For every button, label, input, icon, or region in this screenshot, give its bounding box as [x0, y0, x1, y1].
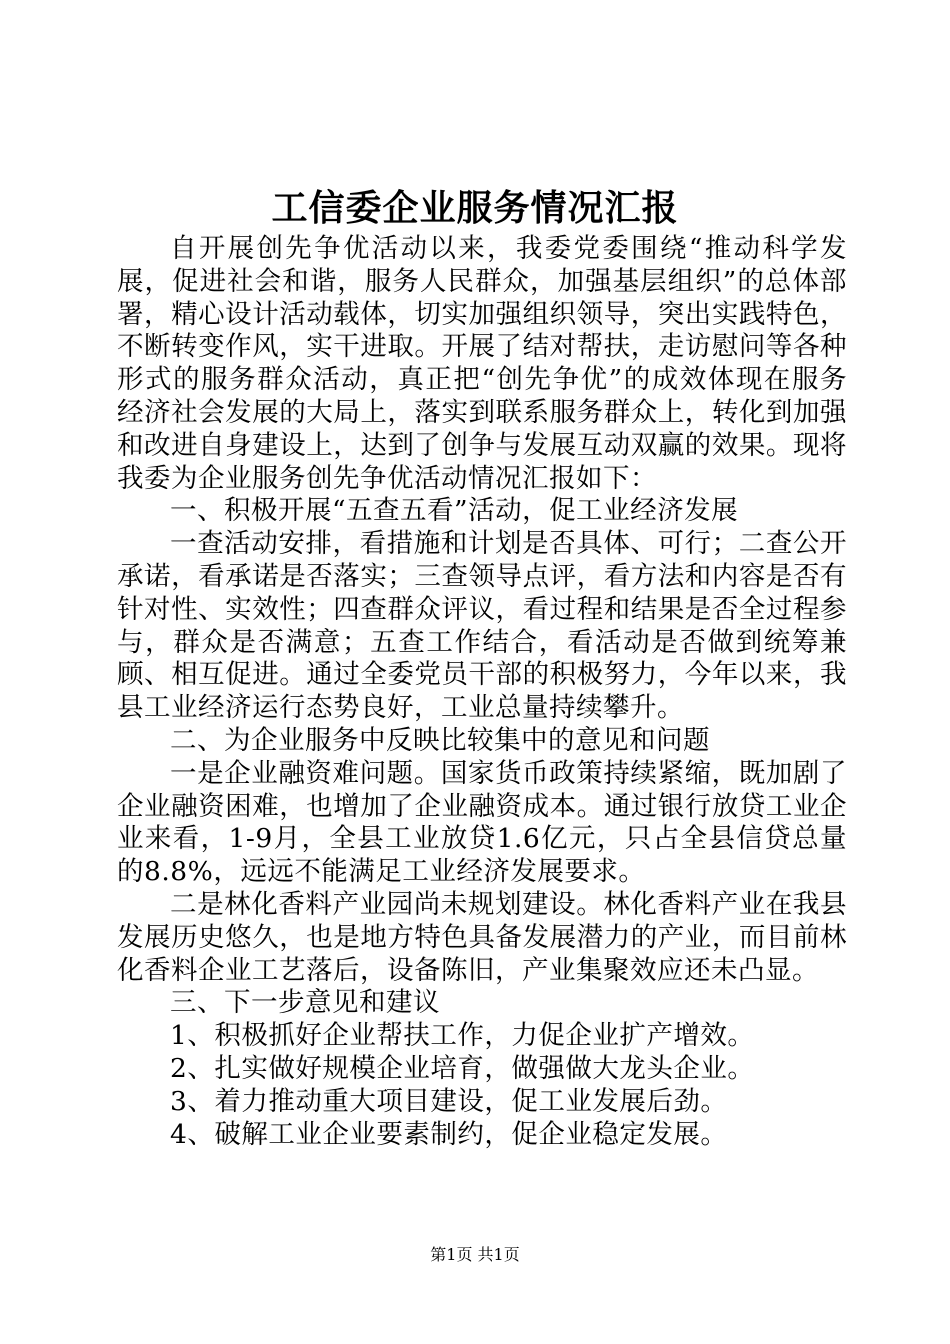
paragraph-intro: 自开展创先争优活动以来，我委党委围绕“推动科学发展，促进社会和谐，服务人民群众，加强基层组织”的总体部署，精心设计活动载体，切实加强组织领导，突出实践特色，不断转变作风，实干进取。开展了结对帮扶，走访慰问等各种形式的服务群众活动，真正把“创先争优”的成效体现在服务经济社会发展的大局上，落实到联系服务群众上，转化到加强和改进自身建设上，达到了创争与发展互动双赢的效果。现将我委为企业服务创先争优活动情况汇报如下： — [117, 233, 847, 494]
paragraph-issue-2: 二是林化香料产业园尚未规划建设。林化香料产业在我县发展历史悠久，也是地方特色具备发展潜力的产业，而目前林化香料企业工艺落后，设备陈旧，产业集聚效应还未凸显。 — [117, 888, 847, 986]
paragraph-issue-1: 一是企业融资难问题。国家货币政策持续紧缩，既加剧了企业融资困难，也增加了企业融资成本。通过银行放贷工业企业来看，1-9月，全县工业放贷1.6亿元，只占全县信贷总量的8.8%，远远不能满足工业经济发展要求。 — [117, 757, 847, 888]
list-item-suggestion-1: 1、积极抓好企业帮扶工作，力促企业扩产增效。 — [170, 1020, 755, 1052]
paragraph-section-1: 一查活动安排，看措施和计划是否具体、可行；二查公开承诺，看承诺是否落实；三查领导点评，看方法和内容是否有针对性、实效性；四查群众评议，看过程和结果是否全过程参与，群众是否满意；五查工作结合，看活动是否做到统筹兼顾、相互促进。通过全委党员干部的积极努力，今年以来，我县工业经济运行态势良好，工业总量持续攀升。 — [117, 528, 847, 724]
heading-section-3: 三、下一步意见和建议 — [170, 987, 440, 1019]
list-item-suggestion-4: 4、破解工业企业要素制约，促企业稳定发展。 — [170, 1118, 728, 1150]
document-title: 工信委企业服务情况汇报 — [271, 187, 679, 229]
heading-section-1: 一、积极开展“五查五看”活动，促工业经济发展 — [170, 495, 739, 527]
document-body — [117, 233, 847, 1151]
heading-section-2: 二、为企业服务中反映比较集中的意见和问题 — [170, 724, 710, 756]
page-footer: 第1页 共1页 — [430, 1245, 520, 1264]
list-item-suggestion-2: 2、扎实做好规模企业培育，做强做大龙头企业。 — [170, 1052, 755, 1084]
list-item-suggestion-3: 3、着力推动重大项目建设，促工业发展后劲。 — [170, 1085, 728, 1117]
